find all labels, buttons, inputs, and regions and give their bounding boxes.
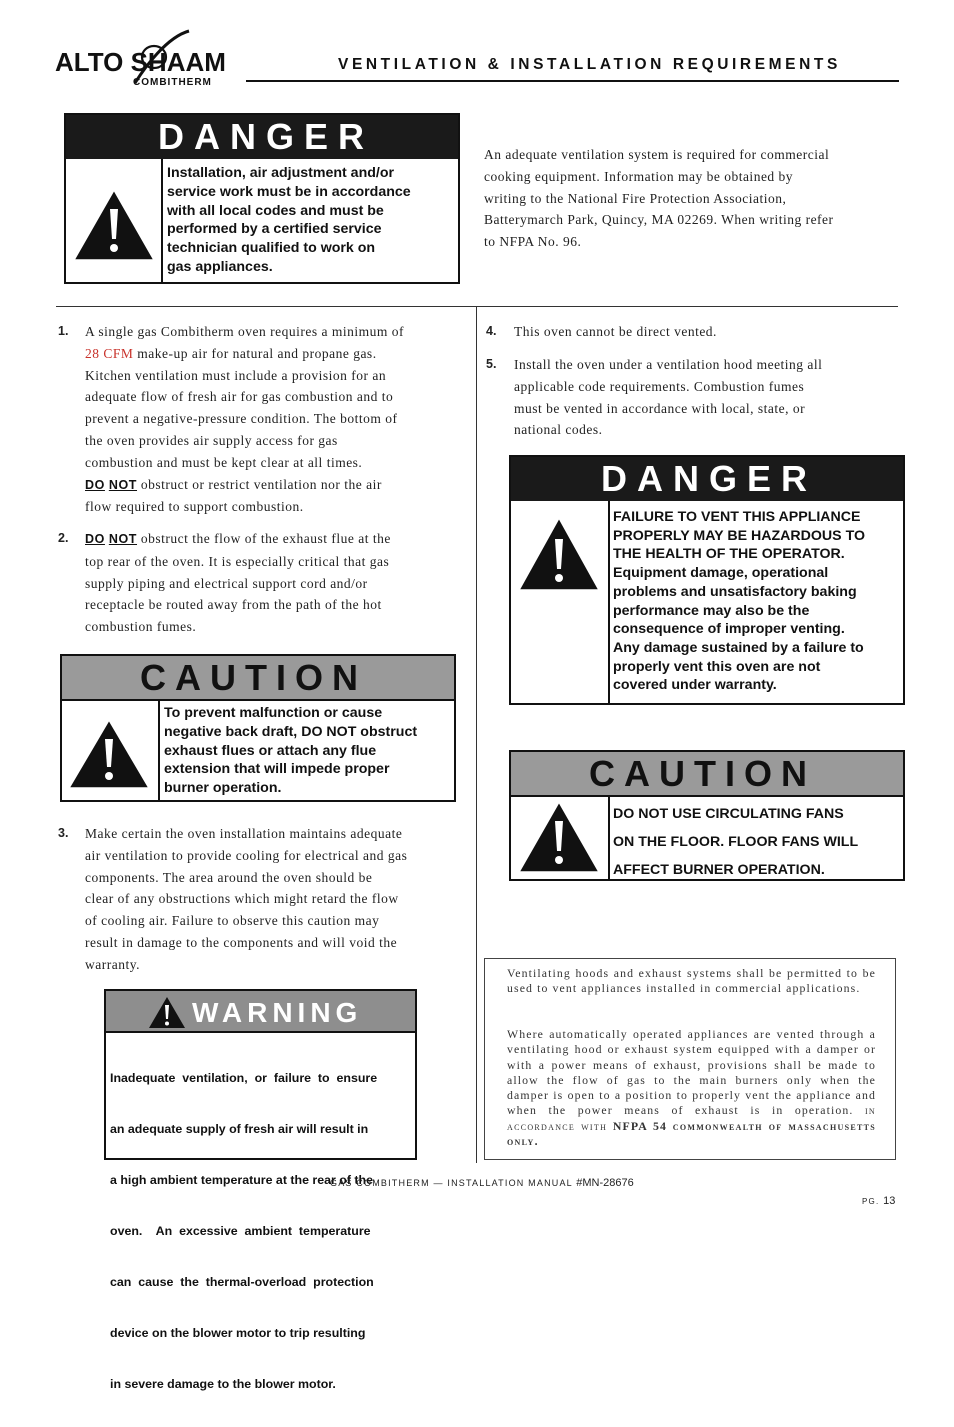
- footer-manual: GAS COMBITHERM — INSTALLATION MANUAL #MN-28676: [330, 1177, 634, 1189]
- item-1-text: A single gas Combitherm oven requires a minimum of 28 CFM make-up air for natural and propane gas. Kitchen ventilation must include a provision for an adequate flow of fresh air for gas combustion and to prevent a negative-pressure condition. The bottom of the oven provides air supply access for gas combustion and must be kept clear at all times. DO NOT obstruct or restrict ventilation nor the air flow required to support combustion.: [85, 324, 404, 515]
- alto-shaam-logo: [55, 35, 235, 95]
- item-number: 1.: [58, 324, 69, 338]
- hazard-triangle-icon: [511, 797, 610, 879]
- page-title: VENTILATION & INSTALLATION REQUIREMENTS: [338, 56, 841, 73]
- hazard-triangle-icon: [511, 501, 610, 703]
- danger-box-installation: [64, 113, 460, 284]
- item-3-text: Make certain the oven installation maintains adequate air ventilation to provide cooling for electrical and gas components. The area around the oven should be clear of any obstructions which might retard the flow of cooling air. Failure to observe this caution may result in damage to the components and will void the warranty.: [85, 826, 408, 972]
- note-paragraph-2: Where automatically operated appliances are vented through a ventilating hood or exhaust system equipped with a damper or with a power means of exhaust, provisions shall be made to allow the flow of gas to the main burners only when the damper is open to a position to properly vent the appliance and when the power means of exhaust is in operation. in accordance with NFPA 54 commonwealth of massachusetts only.: [507, 1027, 876, 1149]
- cfm-value: 28 CFM: [85, 345, 134, 361]
- hazard-triangle-icon: [66, 159, 163, 282]
- warning-triangle-icon: [148, 996, 186, 1029]
- warning-message: Inadequate ventilation, or failure to ensure an adequate supply of fresh air will result in a high ambient temperature at the rear of the oven. An excessive ambient temperature can cause the thermal-overload protection device on the blower motor to trip resulting in severe damage to the blower motor.: [110, 1071, 378, 1391]
- item-number: 3.: [58, 826, 69, 840]
- section-rule: [56, 306, 898, 307]
- item-4-text: This oven cannot be direct vented.: [514, 324, 717, 339]
- footer-page: PG. 13: [862, 1195, 896, 1207]
- note-paragraph-1: Ventilating hoods and exhaust systems shall be permitted to be used to vent appliances installed in commercial applications.: [507, 966, 876, 996]
- caution-message: DO NOT USE CIRCULATING FANS ON THE FLOOR. FLOOR FANS WILL AFFECT BURNER OPERATION.: [613, 806, 859, 878]
- caution-message: To prevent malfunction or cause negative back draft, DO NOT obstruct exhaust flues or attach any flue extension that will impede proper burner operation.: [164, 705, 418, 797]
- item-2-text: DO NOT obstruct the flow of the exhaust flue at the top rear of the oven. It is especially critical that gas supply piping and electrical support cord and/or receptacle be routed away from the path of the hot combustion fumes.: [85, 531, 391, 635]
- danger-box-venting: [509, 455, 905, 705]
- massachusetts-note-box: [484, 958, 896, 1160]
- intro-paragraph: An adequate ventilation system is required for commercial cooking equipment. Information may be obtained by writing to the National Fire Protection Association, Batterymarch Park, Quincy, MA 02269. When writing refer to NFPA No. 96.: [484, 147, 834, 250]
- caution-box-floor-fans: [509, 750, 905, 881]
- caution-box-back-draft: [60, 654, 456, 802]
- logo-brand: ALTO SHAAM: [55, 47, 226, 77]
- caution-heading: CAUTION: [511, 752, 903, 797]
- item-number: 2.: [58, 531, 69, 545]
- hazard-triangle-icon: [62, 701, 160, 800]
- warning-box-ventilation: [104, 989, 417, 1391]
- item-number: 5.: [486, 357, 497, 371]
- item-number: 4.: [486, 324, 497, 338]
- column-divider: [476, 306, 477, 1163]
- item-5-text: Install the oven under a ventilation hood meeting all applicable code requirements. Combustion fumes must be vented in accordance with local, state, or national codes.: [514, 357, 823, 438]
- danger-message: FAILURE TO VENT THIS APPLIANCE PROPERLY MAY BE HAZARDOUS TO THE HEALTH OF THE OPERATOR. Equipment damage, operational problems and unsatisfactory baking performance may also be the consequence of improper venting. Any damage sustained by a failure to properly vent this oven are not covered under warranty.: [613, 509, 866, 694]
- header-rule: [246, 80, 899, 82]
- caution-heading: CAUTION: [62, 656, 454, 701]
- warning-heading: WARNING: [106, 991, 415, 1033]
- danger-message: Installation, air adjustment and/or service work must be in accordance with all local codes and must be performed by a certified service technician qualified to work on gas appliances.: [167, 165, 411, 275]
- danger-heading: DANGER: [66, 115, 458, 159]
- danger-heading: DANGER: [511, 457, 903, 501]
- logo-sub: COMBITHERM: [133, 77, 212, 88]
